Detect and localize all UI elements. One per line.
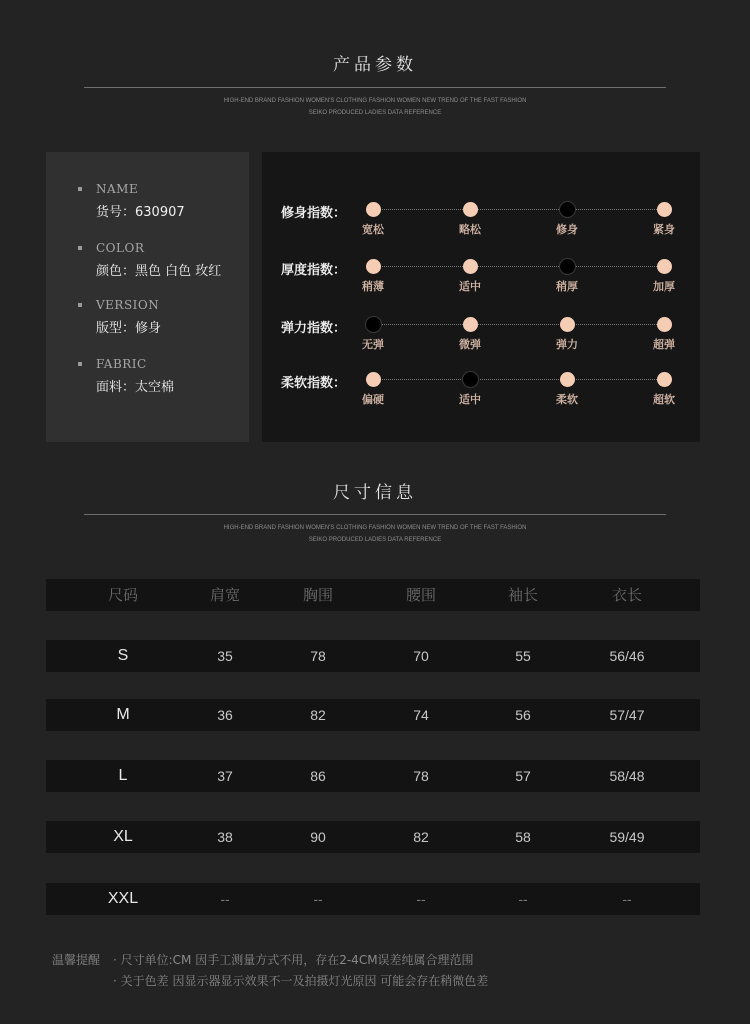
table-cell: 57 bbox=[515, 768, 531, 784]
index-option-label: 稍厚 bbox=[556, 280, 578, 293]
index-label-softness: 柔软指数： bbox=[281, 376, 347, 391]
index-dot bbox=[366, 317, 381, 332]
index-dot bbox=[463, 372, 478, 387]
index-option-label: 柔软 bbox=[556, 393, 578, 406]
header-cell-shoulder: 肩宽 bbox=[209, 586, 240, 604]
info-color bbox=[96, 241, 221, 279]
index-track bbox=[375, 379, 665, 380]
info-value-fabric: 面料：太空棉 bbox=[96, 380, 175, 395]
index-dot bbox=[560, 372, 575, 387]
index-dot bbox=[560, 317, 575, 332]
table-cell: 58 bbox=[515, 829, 531, 845]
notes-label: 温馨提醒 bbox=[52, 953, 101, 967]
table-cell: 59/49 bbox=[609, 829, 645, 845]
product-index-panel bbox=[262, 152, 700, 442]
index-option-label: 弹力 bbox=[556, 338, 578, 351]
index-dot bbox=[560, 259, 575, 274]
index-option-label: 微弹 bbox=[459, 338, 481, 351]
size-cell: XL bbox=[113, 828, 133, 845]
bullet-icon bbox=[78, 362, 82, 366]
table-cell: 57/47 bbox=[609, 707, 645, 723]
table-row bbox=[46, 699, 700, 731]
notes-line: · 关于色差 因显示器显示效果不一及拍摄灯光原因 可能会存在稍微色差 bbox=[113, 974, 489, 988]
index-dot bbox=[366, 372, 381, 387]
table-cell: 56 bbox=[515, 707, 531, 723]
header-cell-waist: 腰围 bbox=[405, 586, 436, 604]
index-label-elasticity: 弹力指数： bbox=[281, 321, 347, 336]
index-track bbox=[375, 266, 665, 267]
index-dot bbox=[463, 202, 478, 217]
index-dot bbox=[657, 202, 672, 217]
index-label-thickness: 厚度指数： bbox=[281, 263, 347, 278]
size-cell: L bbox=[118, 767, 128, 784]
index-dot bbox=[366, 202, 381, 217]
size-table-header bbox=[46, 579, 700, 611]
info-version bbox=[96, 298, 161, 336]
index-dot bbox=[560, 202, 575, 217]
bullet-icon bbox=[78, 187, 82, 191]
info-head-name: NAME bbox=[96, 182, 139, 196]
index-row-elasticity bbox=[262, 317, 700, 357]
size-cell: M bbox=[116, 706, 130, 723]
table-cell: -- bbox=[518, 891, 528, 907]
table-row bbox=[46, 760, 700, 792]
index-row-softness bbox=[262, 372, 700, 412]
bullet-icon bbox=[78, 303, 82, 307]
size-subtitle-1: HIGH-END BRAND FASHION WOMEN'S CLOTHING FASHION WOMEN NEW TREND OF THE FAST FASHION bbox=[223, 525, 527, 531]
info-fabric bbox=[96, 357, 174, 395]
product-info-panel bbox=[46, 152, 249, 442]
table-cell: 38 bbox=[217, 829, 233, 845]
param-section-title: 产品参数 bbox=[333, 55, 417, 75]
info-head-fabric: FABRIC bbox=[96, 357, 147, 371]
info-value-color: 颜色：黑色 白色 玫红 bbox=[96, 264, 222, 279]
table-cell: 56/46 bbox=[609, 648, 645, 664]
size-cell: XXL bbox=[107, 890, 139, 907]
notes-line: · 尺寸单位:CM 因手工测量方式不用，存在2-4CM误差纯属合理范围 bbox=[113, 953, 474, 967]
table-cell: 82 bbox=[413, 829, 429, 845]
table-cell: -- bbox=[313, 891, 323, 907]
table-cell: 78 bbox=[310, 648, 326, 664]
info-value-name: 货号：630907 bbox=[96, 205, 185, 220]
size-section-title: 尺寸信息 bbox=[333, 483, 417, 503]
info-value-version: 版型：修身 bbox=[96, 321, 162, 336]
index-option-label: 无弹 bbox=[362, 338, 384, 351]
table-cell: -- bbox=[416, 891, 426, 907]
index-dot bbox=[463, 317, 478, 332]
info-head-version: VERSION bbox=[96, 298, 160, 312]
param-subtitle-2: SEIKO PRODUCED LADIES DATA REFERENCE bbox=[308, 110, 442, 116]
index-option-label: 适中 bbox=[459, 393, 481, 406]
table-cell: 90 bbox=[310, 829, 326, 845]
table-cell: 78 bbox=[413, 768, 429, 784]
table-cell: 82 bbox=[310, 707, 326, 723]
header-cell-length: 衣长 bbox=[611, 586, 642, 604]
table-cell: 70 bbox=[413, 648, 429, 664]
index-dot bbox=[657, 259, 672, 274]
index-option-label: 偏硬 bbox=[362, 393, 384, 406]
table-cell: 86 bbox=[310, 768, 326, 784]
table-cell: 74 bbox=[413, 707, 429, 723]
info-name bbox=[96, 182, 185, 220]
index-label-fit: 修身指数： bbox=[281, 206, 347, 221]
header-cell-sleeve: 袖长 bbox=[507, 586, 538, 604]
index-option-label: 宽松 bbox=[362, 223, 384, 236]
index-row-fit bbox=[262, 202, 700, 242]
bullet-icon bbox=[78, 246, 82, 250]
index-row-thickness bbox=[262, 259, 700, 299]
size-cell: S bbox=[117, 647, 129, 664]
info-head-color: COLOR bbox=[96, 241, 145, 255]
table-cell: -- bbox=[220, 891, 230, 907]
index-dot bbox=[657, 372, 672, 387]
table-cell: 36 bbox=[217, 707, 233, 723]
table-cell: -- bbox=[622, 891, 632, 907]
index-option-label: 稍薄 bbox=[362, 280, 384, 293]
index-dot bbox=[366, 259, 381, 274]
param-subtitle-1: HIGH-END BRAND FASHION WOMEN'S CLOTHING FASHION WOMEN NEW TREND OF THE FAST FASHION bbox=[223, 98, 527, 104]
index-option-label: 紧身 bbox=[653, 223, 675, 236]
index-option-label: 超软 bbox=[653, 393, 675, 406]
index-option-label: 超弹 bbox=[653, 338, 675, 351]
header-cell-chest: 胸围 bbox=[302, 586, 333, 604]
table-cell: 55 bbox=[515, 648, 531, 664]
index-option-label: 适中 bbox=[459, 280, 481, 293]
table-cell: 37 bbox=[217, 768, 233, 784]
size-subtitle-2: SEIKO PRODUCED LADIES DATA REFERENCE bbox=[308, 537, 442, 543]
index-option-label: 略松 bbox=[459, 223, 481, 236]
table-row bbox=[46, 821, 700, 853]
table-row bbox=[46, 640, 700, 672]
table-row bbox=[46, 883, 700, 915]
param-title-rule bbox=[84, 87, 666, 88]
index-dot bbox=[463, 259, 478, 274]
index-option-label: 加厚 bbox=[653, 280, 675, 293]
index-track bbox=[375, 209, 665, 210]
index-dot bbox=[657, 317, 672, 332]
size-title-rule bbox=[84, 514, 666, 515]
table-cell: 35 bbox=[217, 648, 233, 664]
index-track bbox=[375, 324, 665, 325]
table-cell: 58/48 bbox=[609, 768, 645, 784]
header-cell-size: 尺码 bbox=[107, 586, 138, 604]
index-option-label: 修身 bbox=[556, 223, 578, 236]
